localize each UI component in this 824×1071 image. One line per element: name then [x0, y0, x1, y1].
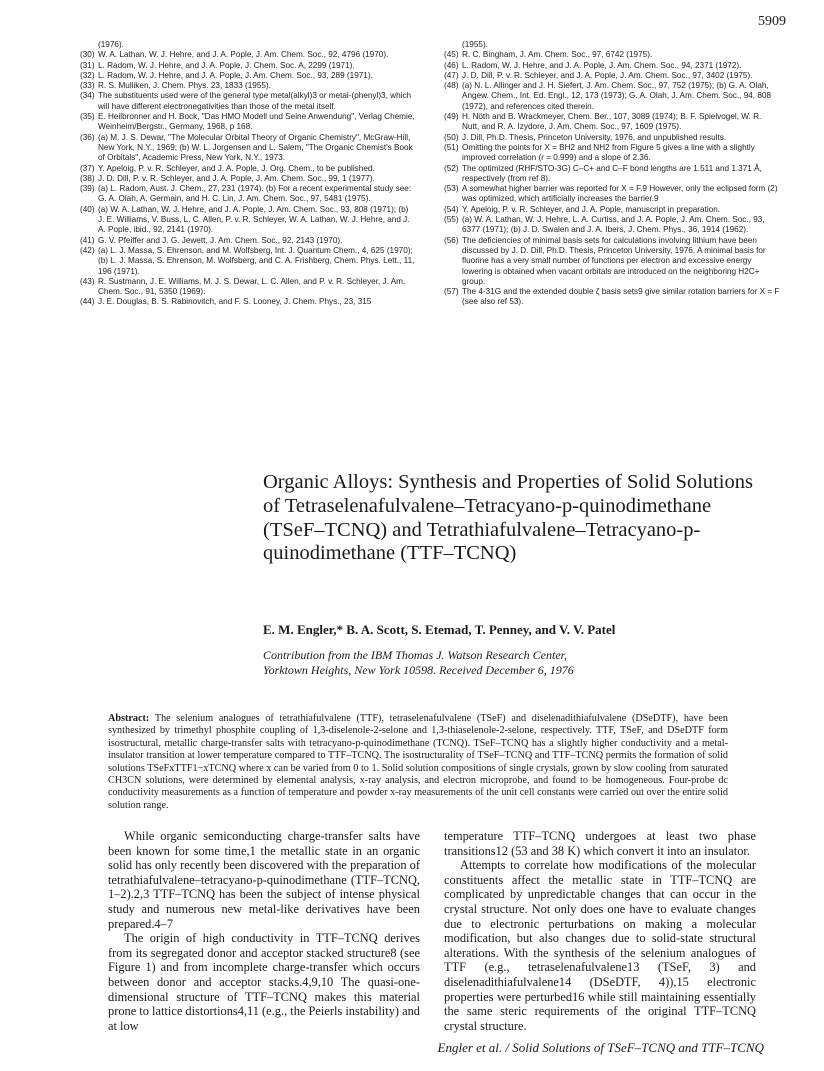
- reference-item: [80, 112, 416, 133]
- reference-number: (41): [80, 235, 95, 245]
- article-authors: E. M. Engler,* B. A. Scott, S. Etemad, T. Penney, and V. V. Patel: [263, 622, 616, 637]
- references-left-column: [80, 40, 416, 308]
- reference-number: (57): [444, 287, 459, 297]
- reference-text: J. D. Dill, P. v. R. Schleyer, and J. A. Pople, J. Am. Chem. Soc., 99, 1 (1977).: [98, 173, 375, 183]
- reference-number: (48): [444, 81, 459, 91]
- reference-number: (36): [80, 132, 95, 142]
- reference-text: G. V. Pfeiffer and J. G. Jewett, J. Am. Chem. Soc., 92, 2143 (1970).: [98, 235, 343, 245]
- reference-number: (54): [444, 204, 459, 214]
- reference-text: J. Dill, Ph.D. Thesis, Princeton University, 1976, and unpublished results.: [462, 132, 727, 142]
- reference-item: [444, 236, 780, 287]
- reference-number: (46): [444, 60, 459, 70]
- reference-item: [444, 71, 780, 81]
- reference-number: (33): [80, 81, 95, 91]
- reference-text: The 4-31G and the extended double ζ basis sets9 give similar rotation barriers for X = F (see also ref 53).: [462, 287, 780, 307]
- reference-text: A somewhat higher barrier was reported for X = F.9 However, only the eclipsed form (2) was optimized, which artificially increases the barrier.9: [462, 184, 778, 204]
- reference-text: (a) W. A. Lathan, W. J. Hehre, L. A. Curtiss, and J. A. Pople, J. Am. Chem. Soc., 93, 6377 (1971); (b) J. D. Swalen and J. A. Ibers, J. Chem. Phys., 36, 1914 (1962).: [462, 215, 765, 235]
- reference-number: (49): [444, 112, 459, 122]
- reference-number: (52): [444, 163, 459, 173]
- reference-number: (51): [444, 142, 459, 152]
- reference-text: (a) L. Radom, Aust. J. Chem., 27, 231 (1974). (b) For a recent experimental study see: G. A. Olah, A. Germain, and H. C. Lin, J. Am. Chem. Soc., 97, 5481 (1975).: [98, 184, 412, 204]
- reference-text: Y. Apeloig, P. v. R. Schleyer, and J. A. Pople, J. Org. Chem., to be published.: [98, 163, 375, 173]
- reference-number: (56): [444, 235, 459, 245]
- reference-item: [444, 184, 780, 205]
- reference-item: [80, 40, 416, 50]
- reference-text: L. Radom, W. J. Hehre, and J. A. Pople, J. Chem. Soc. A, 2299 (1971).: [98, 60, 355, 70]
- reference-item: [80, 205, 416, 236]
- reference-item: [80, 236, 416, 246]
- reference-item: [80, 133, 416, 164]
- abstract: [108, 713, 728, 812]
- page-number: 5909: [758, 14, 786, 29]
- reference-text: E. Heilbronner and H. Bock, "Das HMO Modell und Seine Anwendung", Verlag Chemie, Weinheim/Bergstr., Germany, 1968, p 168.: [98, 112, 415, 132]
- reference-item: [444, 50, 780, 60]
- article-affiliation: [263, 648, 783, 678]
- reference-number: (30): [80, 50, 95, 60]
- reference-text: (a) M. J. S. Dewar, "The Molecular Orbital Theory of Organic Chemistry", McGraw-Hill, New York, N.Y., 1969; (b) W. L. Jorgensen and L. Salem, "The Organic Chemist's Book of Orbitals", Academic Press, New York, N.Y., 1973.: [98, 132, 413, 163]
- reference-item: [80, 50, 416, 60]
- reference-text: Y. Apeloig, P. v. R. Schleyer, and J. A. Pople, manuscript in preparation.: [462, 204, 721, 214]
- reference-item: [80, 246, 416, 277]
- reference-text: The substituents used were of the general type metal(alkyl)3 or metal-(phenyl)3, which will have different electronegativities than those of the metal itself.: [98, 91, 412, 111]
- reference-text: (1955).: [462, 40, 488, 49]
- reference-text: W. A. Lathan, W. J. Hehre, and J. A. Pople, J. Am. Chem. Soc., 92, 4796 (1970).: [98, 50, 389, 60]
- reference-item: [444, 112, 780, 133]
- reference-number: (32): [80, 70, 95, 80]
- body-paragraph: Attempts to correlate how modifications of the molecular constituents affect the metallic state in TTF–TCNQ are complicated by unpredictable changes that can occur in the crystal structure. Not only does one have to evaluate changes due to electronic perturbations on making a molecular modification, but also changes due to solid-state structural alterations. With the synthesis of the selenium analogues of TTF (e.g., tetraselenafulvalene13 (TSeF, 3) and diselenadithiafulvalene14 (DSeDTF, 4)),15 electronic properties were perturbed16 while still maintaining essentially the same steric requirements of the original TTF–TCNQ crystal structure.: [444, 858, 756, 1033]
- reference-number: (55): [444, 215, 459, 225]
- reference-text: L. Radom, W. J. Hehre, and J. A. Pople, J. Am. Chem. Soc., 93, 289 (1971).: [98, 70, 373, 80]
- reference-text: H. Nöth and B. Wrackmeyer, Chem. Ber., 107, 3089 (1974); B. F. Spielvogel, W. R. Nutt, and R. A. Izydore, J. Am. Chem. Soc., 97, 1609 (1975).: [462, 112, 762, 132]
- body-paragraph: While organic semiconducting charge-transfer salts have been known for some time,1 the metallic state in an organic solid has only recently been discovered with the preparation of tetrathiafulvalene–tetracyano-p-quinodimethane (TTF–TCNQ, 1–2).2,3 TTF–TCNQ has been the subject of intense physical study and numerous new metal-like derivatives have been prepared.4–7: [108, 829, 420, 931]
- abstract-label: Abstract:: [108, 713, 150, 724]
- reference-item: [80, 91, 416, 112]
- reference-text: R. C. Bingham, J. Am. Chem. Soc., 97, 6742 (1975).: [462, 50, 653, 60]
- reference-item: [444, 287, 780, 308]
- reference-text: Omitting the points for X = BH2 and NH2 from Figure 5 gives a line with a slightly improved correlation (r = 0.999) and a slope of 2.36.: [462, 142, 755, 163]
- reference-number: (44): [80, 297, 95, 307]
- body-paragraph: temperature TTF–TCNQ undergoes at least two phase transitions12 (53 and 38 K) which convert it into an insulator.: [444, 829, 756, 858]
- reference-text: (a) L. J. Massa, S. Ehrenson, and M. Wolfsberg, Int. J. Quantum Chem., 4, 625 (1970); (b) L. J. Massa, S. Ehrenson, M. Wolfsberg, and C. A. Frishberg, Chem. Phys. Lett., 11, 196 (1971).: [98, 245, 415, 276]
- reference-text: The optimized (RHF/STO-3G) C–C+ and C–F bond lengths are 1.511 and 1.371 Å, respectively (from ref 8).: [462, 163, 762, 183]
- reference-number: (35): [80, 112, 95, 122]
- reference-text: J. E. Douglas, B. S. Rabinovitch, and F. S. Looney, J. Chem. Phys., 23, 315: [98, 297, 372, 307]
- reference-item: [444, 164, 780, 185]
- reference-item: [444, 143, 780, 164]
- reference-number: (37): [80, 163, 95, 173]
- reference-number: [80, 40, 98, 50]
- reference-text: L. Radom, W. J. Hehre, and J. A. Pople, J. Am. Chem. Soc., 94, 2371 (1972).: [462, 60, 742, 70]
- reference-item: [80, 184, 416, 205]
- reference-text: (a) N. L. Allinger and J. H. Siefert, J. Am. Chem. Soc., 97, 752 (1975); (b) G. A. Olah, Angew. Chem., Int. Ed. Engl., 12, 173 (1973); G. A. Olah, J. Am. Chem. Soc., 94, 808 (1972), and references cited therein.: [462, 81, 772, 111]
- received-line: Yorktown Heights, New York 10598. Received December 6, 1976: [263, 663, 574, 677]
- reference-item: [444, 215, 780, 236]
- reference-item: [444, 205, 780, 215]
- reference-item: [444, 81, 780, 112]
- reference-item: [444, 133, 780, 143]
- body-paragraph: The origin of high conductivity in TTF–TCNQ derives from its segregated donor and acceptor stacked structure8 (see Figure 1) and from incomplete charge-transfer which occurs between donor and acceptor stacks.4,9,10 The quasi-one-dimensional structure of TTF–TCNQ makes this material prone to lattice distortions4,11 (e.g., the Peierls instability) and at low: [108, 931, 420, 1033]
- article-body: [108, 829, 756, 1033]
- abstract-text: The selenium analogues of tetrathiafulvalene (TTF), tetraselenafulvalene (TSeF) and diselenadithiafulvalene (DSeDTF), have been synthesized by trimethyl phosphite coupling of 1,3-diselenole-2-selone and 1,3-thiaselenole-2-selone, respectively. TTF, TSeF, and DSeDTF form isostructural, metallic charge-transfer salts with tetracyano-p-quinodimethane (TCNQ). TSeF–TCNQ has a slightly higher conductivity and a metal-insulator transition at lower temperature compared to TTF–TCNQ. The isostructurality of TSeF–TCNQ and TTF–TCNQ permits the formation of solid solutions TSeFxTTF1−xTCNQ where x can be varied from 0 to 1. Solid solution compositions of single crystals, grown by slow cooling from saturated CH3CN solutions, were determined by elemental analysis, x-ray analysis, and electron microprobe, and found to be homogeneous. Four-probe dc conductivity measurements as a function of temperature and powder x-ray measurements of the unit cell constants were carried out over the entire solid solution range.: [108, 713, 728, 811]
- reference-number: (47): [444, 70, 459, 80]
- reference-item: [80, 297, 416, 307]
- reference-number: (53): [444, 184, 459, 194]
- article-title: Organic Alloys: Synthesis and Properties of Solid Solutions of Tetraselenafulvalene–Tetracyano-p-quinodimethane (TSeF–TCNQ) and Tetrathiafulvalene–Tetracyano-p-quinodimethane (TTF–TCNQ): [263, 471, 753, 565]
- reference-item: [80, 164, 416, 174]
- reference-text: J. D. Dill, P. v. R. Schleyer, and J. A. Pople, J. Am. Chem. Soc., 97, 3402 (1975).: [462, 70, 753, 80]
- reference-number: (31): [80, 60, 95, 70]
- reference-number: (43): [80, 276, 95, 286]
- reference-item: [80, 277, 416, 298]
- reference-text: (1976).: [98, 40, 124, 49]
- reference-number: (38): [80, 173, 95, 183]
- reference-number: (45): [444, 50, 459, 60]
- reference-item: [80, 71, 416, 81]
- affiliation-line: Contribution from the IBM Thomas J. Watson Research Center,: [263, 648, 567, 662]
- reference-item: [444, 40, 780, 50]
- body-left-column: [108, 829, 420, 1033]
- reference-number: (39): [80, 184, 95, 194]
- reference-text: R. Sustmann, J. E. Williams, M. J. S. Dewar, L. C. Allen, and P. v. R. Schleyer, J. Am. Chem. Soc., 91, 5350 (1969).: [98, 276, 406, 297]
- reference-item: [80, 61, 416, 71]
- reference-number: (50): [444, 132, 459, 142]
- references-right-column: [444, 40, 780, 308]
- reference-number: [444, 40, 462, 50]
- body-right-column: [444, 829, 756, 1033]
- reference-item: [80, 174, 416, 184]
- references-section: [80, 40, 780, 308]
- reference-item: [80, 81, 416, 91]
- reference-text: The deficiencies of minimal basis sets for calculations involving lithium have been discussed by J. D. Dill, Ph.D. Thesis, Princeton University, 1976. A minimal basis for fluorine has a very small number of functions per electron and excessive energy lowering is obtained when vacant orbitals are introduced on the neighboring H2C+ group.: [462, 235, 766, 286]
- reference-text: (a) W. A. Lathan, W. J. Hehre, and J. A. Pople, J. Am. Chem. Soc., 93, 808 (1971); (b) J. E. Williams, V. Buss, L. C. Allen, P. v. R. Schleyer, W. A. Lathan, W. J. Hehre, and J. A. Pople, ibid., 92, 2141 (1970).: [98, 204, 410, 235]
- reference-number: (42): [80, 245, 95, 255]
- reference-item: [444, 61, 780, 71]
- reference-number: (40): [80, 204, 95, 214]
- running-footer: Engler et al. / Solid Solutions of TSeF–TCNQ and TTF–TCNQ: [437, 1040, 764, 1055]
- reference-text: R. S. Mulliken, J. Chem. Phys. 23, 1833 (1955).: [98, 81, 271, 91]
- reference-number: (34): [80, 91, 95, 101]
